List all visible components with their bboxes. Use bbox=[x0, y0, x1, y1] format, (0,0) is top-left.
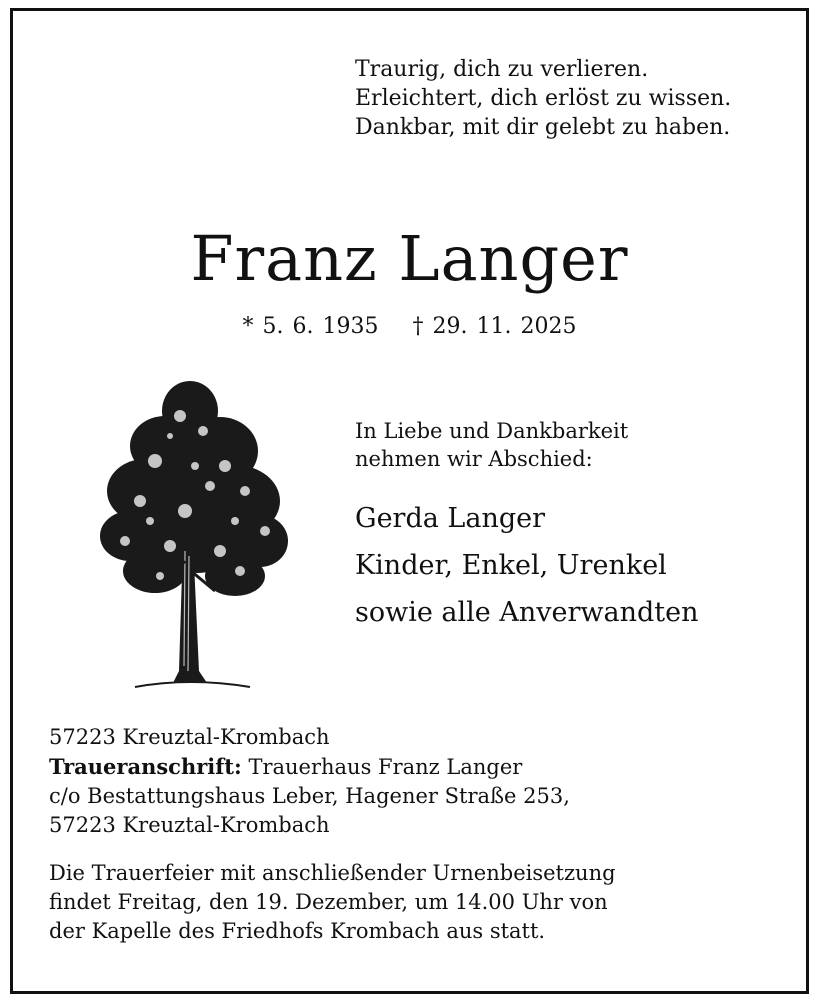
poem bbox=[355, 55, 731, 142]
city-line: 57223 Kreuztal-Krombach bbox=[49, 813, 330, 837]
poem-line: Dankbar, mit dir gelebt zu haben. bbox=[355, 115, 731, 140]
service-line: der Kapelle des Friedhofs Krombach aus statt. bbox=[49, 919, 546, 943]
mourner: Gerda Langer bbox=[355, 503, 546, 534]
intro-line: nehmen wir Abschied: bbox=[355, 447, 593, 471]
tree-icon bbox=[85, 371, 295, 691]
mourning-house: Trauerhaus Franz Langer bbox=[248, 755, 523, 779]
mourner: sowie alle Anverwandten bbox=[355, 597, 699, 628]
life-dates bbox=[13, 314, 806, 339]
residence-line: 57223 Kreuztal-Krombach bbox=[49, 725, 330, 749]
poem-line: Traurig, dich zu verlieren. bbox=[355, 57, 649, 82]
address-block bbox=[49, 723, 570, 840]
mourning-address-line bbox=[49, 752, 570, 782]
mourners-list bbox=[355, 495, 698, 636]
obituary-frame bbox=[10, 8, 809, 994]
farewell-intro bbox=[355, 417, 628, 473]
birth-date: * 5. 6. 1935 bbox=[242, 314, 379, 339]
deceased-name: Franz Langer bbox=[190, 222, 629, 295]
poem-line: Erleichtert, dich erlöst zu wissen. bbox=[355, 86, 732, 111]
street-line: c/o Bestattungshaus Leber, Hagener Straße 253, bbox=[49, 784, 570, 808]
death-date: † 29. 11. 2025 bbox=[412, 314, 577, 339]
intro-line: In Liebe und Dankbarkeit bbox=[355, 419, 629, 443]
mourner: Kinder, Enkel, Urenkel bbox=[355, 550, 667, 581]
service-line: findet Freitag, den 19. Dezember, um 14.00 Uhr von bbox=[49, 890, 608, 914]
service-notice bbox=[49, 859, 616, 946]
service-line: Die Trauerfeier mit anschließender Urnenbeisetzung bbox=[49, 861, 616, 885]
mourning-address-label: Traueranschrift: bbox=[49, 754, 242, 779]
